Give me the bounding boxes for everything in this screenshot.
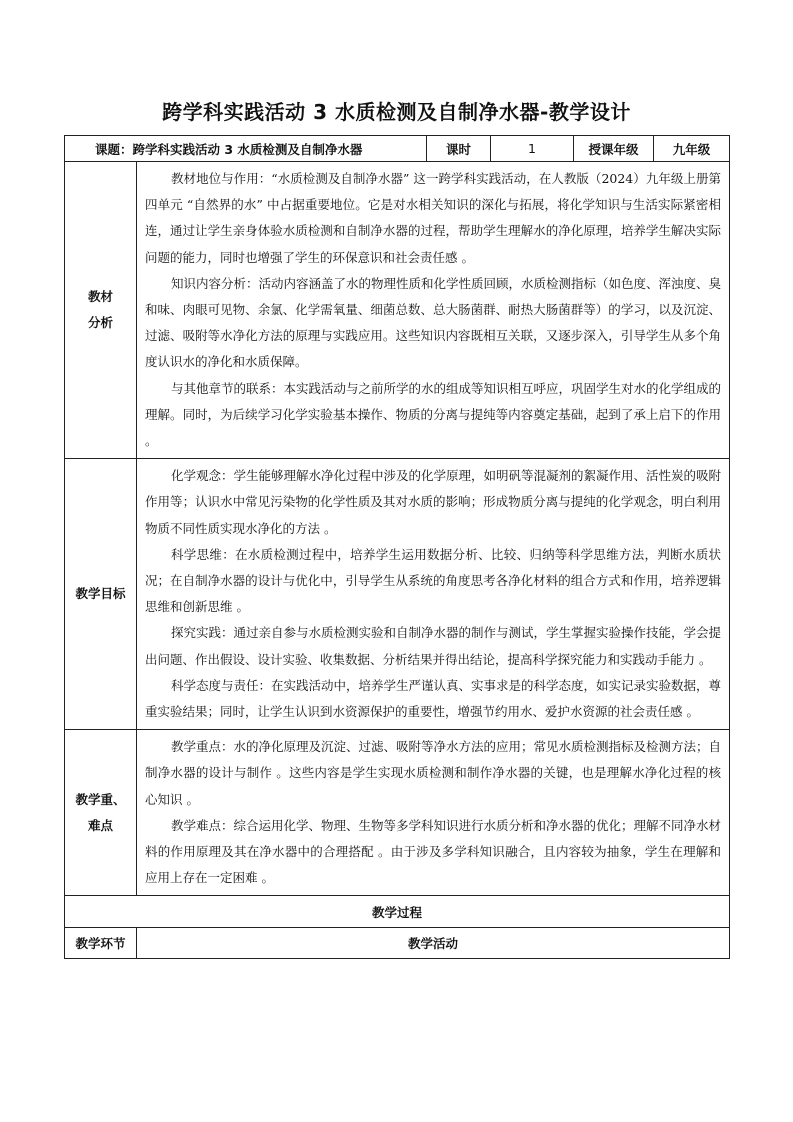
material-analysis-label <box>65 162 137 459</box>
material-label-line1: 教材 <box>87 289 113 305</box>
lesson-plan-table <box>64 135 730 959</box>
grade-label: 授课年级 <box>574 136 654 162</box>
process-heading-row <box>65 896 730 928</box>
period-value: 1 <box>491 136 574 162</box>
material-paragraph: 与其他章节的联系：本实践活动与之前所学的水的组成等知识相互呼应，巩固学生对水的化学组成的理解。同时，为后续学习化学实验基本操作、物质的分离与提纯等内容奠定基础，起到了承上启下的作用 。 <box>145 380 722 449</box>
teaching-goals-row <box>65 459 730 730</box>
process-columns-row <box>65 928 730 959</box>
grade-value: 九年级 <box>654 136 730 162</box>
goal-paragraph: 化学观念：学生能够理解水净化过程中涉及的化学原理，如明矾等混凝剂的絮凝作用、活性炭的吸附作用等；认识水中常见污染物的化学性质及其对水质的影响；形成物质分离与提纯的化学观念，明白利用物质不同性质实现水净化的方法 。 <box>145 468 722 536</box>
material-paragraph: 教材地位与作用：“水质检测及自制净水器” 这一跨学科实践活动，在人教版（2024）九年级上册第四单元 “自然界的水” 中占据重要地位。它是对水相关知识的深化与拓展，将化学知识与生活实际紧密相连，通过让学生亲身体验水质检测和自制净水器的过程，帮助学生理解水的净化原理，培养学生解决实际问题的能力，同时也增强了学生的环保意识和社会责任感 。 <box>145 171 721 265</box>
goal-paragraph: 科学思维：在水质检测过程中，培养学生运用数据分析、比较、归纳等科学思维方法，判断水质状况；在自制净水器的设计与优化中，引导学生从系统的角度思考各净化材料的组合方式和作用，培养逻辑思维和创新思维 。 <box>145 546 721 615</box>
key-points-label-line2: 难点 <box>87 817 113 833</box>
key-points-label <box>65 730 137 896</box>
material-analysis-row <box>65 162 730 459</box>
process-activity-header: 教学活动 <box>137 928 730 959</box>
goal-paragraph: 科学态度与责任：在实践活动中，培养学生严谨认真、实事求是的科学态度，如实记录实验数据，尊重实验结果；同时，让学生认识到水资源保护的重要性，增强节约用水、爱护水资源的社会责任感 。 <box>145 677 722 720</box>
key-point-paragraph: 教学重点：水的净化原理及沉淀、过滤、吸附等净水方法的应用；常见水质检测指标及检测方法；自制净水器的设计与制作 。这些内容是学生实现水质检测和制作净水器的关键，也是理解水净化过程的核心知识 。 <box>145 739 722 807</box>
header-row <box>65 136 730 162</box>
key-points-content <box>137 730 730 896</box>
goal-paragraph: 探究实践：通过亲自参与水质检测实验和自制净水器的制作与测试，学生掌握实验操作技能，学会提出问题、作出假设、设计实验、收集数据、分析结果并得出结论，提高科学探究能力和实践动手能力 。 <box>145 625 722 667</box>
period-label: 课时 <box>427 136 491 162</box>
key-difficult-points-row <box>65 730 730 896</box>
page-title: 跨学科实践活动 3 水质检测及自制净水器-教学设计 <box>162 100 631 124</box>
teaching-goals-label: 教学目标 <box>65 459 137 730</box>
material-label-line2: 分析 <box>87 315 113 331</box>
key-point-paragraph: 教学难点：综合运用化学、物理、生物等多学科知识进行水质分析和净水器的优化；理解不同净水材料的作用原理及其在净水器中的合理搭配 。由于涉及多学科知识融合，且内容较为抽象，学生在理解和应用上存在一定困难 。 <box>145 817 722 886</box>
process-heading: 教学过程 <box>65 896 730 928</box>
key-points-label-line1: 教学重、 <box>75 791 126 807</box>
material-paragraph: 知识内容分析：活动内容涵盖了水的物理性质和化学性质回顾，水质检测指标（如色度、浑浊度、臭和味、肉眼可见物、余氯、化学需氧量、细菌总数、总大肠菌群、耐热大肠菌群等）的学习，以及沉淀、过滤、吸附等水净化方法的原理与实践应用。这些知识内容既相互关联，又逐步深入，引导学生从多个角度认识水的净化和水质保障。 <box>145 275 722 370</box>
material-analysis-content <box>137 162 730 459</box>
teaching-goals-content <box>137 459 730 730</box>
topic-cell: 课题：跨学科实践活动 3 水质检测及自制净水器 <box>65 136 427 162</box>
process-stage-header: 教学环节 <box>65 928 137 959</box>
